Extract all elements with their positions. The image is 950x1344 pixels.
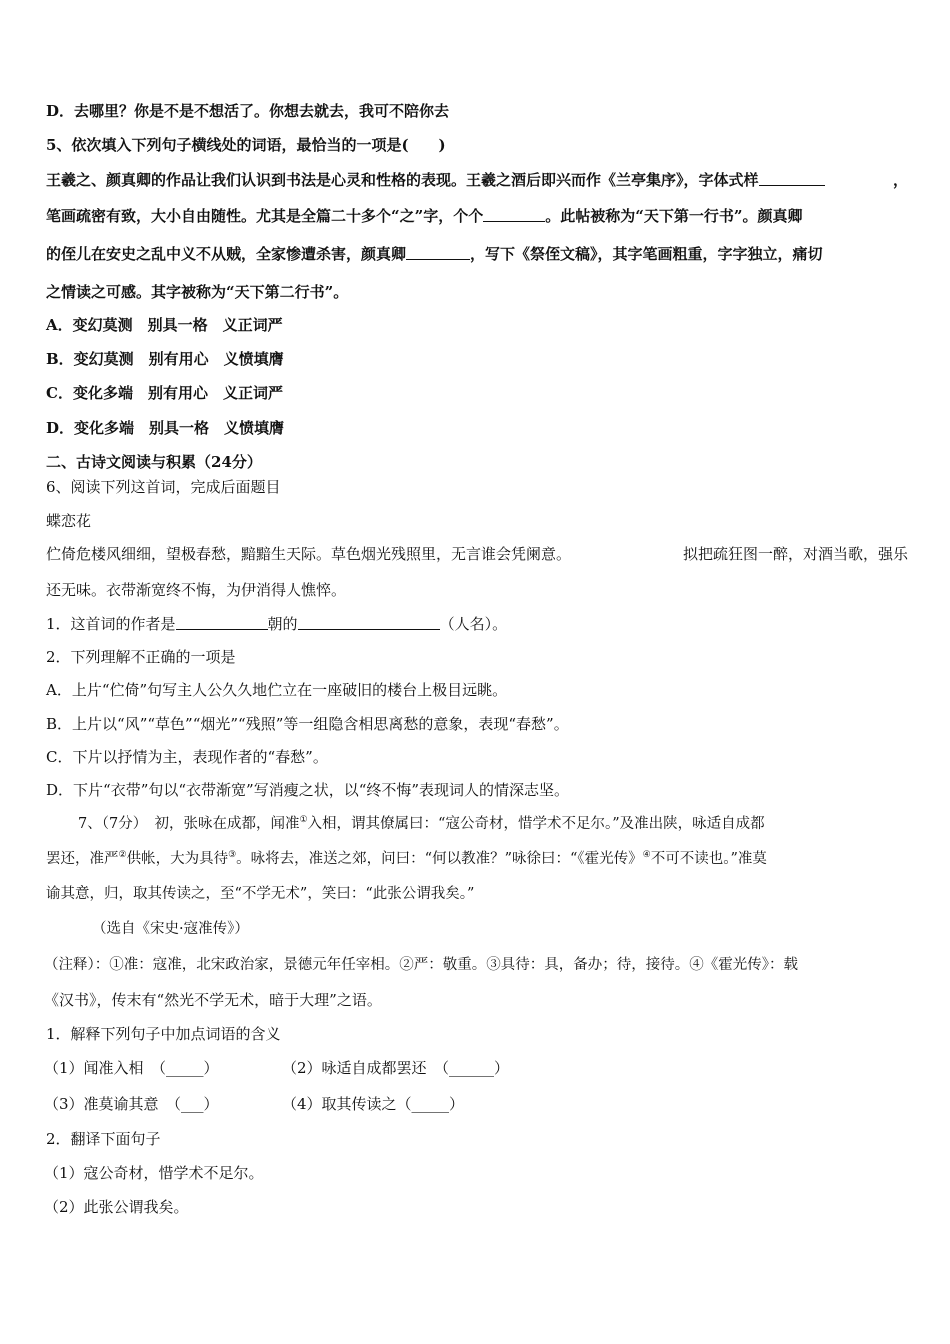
q6-sub2-option-b: B．上片以“风”“草色”“烟光”“残照”等一组隐含相思离愁的意象，表现“春愁”。 — [46, 715, 569, 733]
q7-notes-line2: 《汉书》，传末有“然光不学无术，暗于大理”之语。 — [44, 991, 382, 1009]
q5-option-b: B．变幻莫测 别有用心 义愤填膺 — [46, 350, 284, 368]
q5-option-c: C．变化多端 别有用心 义正词严 — [46, 384, 283, 402]
q7-item-3: （3）准莫谕其意 （___） — [44, 1095, 219, 1113]
q6-sub1-text: （人名）。 — [439, 615, 508, 633]
answer-blank — [298, 615, 440, 630]
q6-sub1 — [46, 614, 507, 634]
q7-passage-text: 入相，谓其僚属曰：“寇公奇材，惜学术不足尔。”及准出陕，咏适自成都 — [307, 816, 765, 832]
poem-text: 拟把疏狂图一醉，对酒当歌，强乐 — [682, 545, 908, 563]
q5-passage-text: 的侄儿在安史之乱中义不从贼，全家惨遭杀害，颜真卿 — [46, 245, 407, 263]
q7-item-1: （1）闻准入相 （_____） — [44, 1059, 219, 1077]
footnote-marker: ① — [299, 815, 308, 826]
q5-passage-text: 笔画疏密有致，大小自由随性。尤其是全篇二十多个“之”字，个个 — [46, 207, 484, 225]
q6-sub1-text: 1．这首词的作者是 — [46, 615, 176, 633]
q5-passage-text: ， — [892, 171, 908, 189]
q5-passage-line4: 之情读之可感。其字被称为“天下第二行书”。 — [46, 283, 349, 301]
q7-passage-line3: 谕其意，归，取其传读之，至“不学无术”，笑曰：“此张公谓我矣。” — [46, 886, 475, 902]
answer-blank — [176, 615, 268, 630]
answer-blank — [406, 245, 470, 260]
q7-passage-line2 — [46, 849, 767, 869]
footnote-marker: ② — [118, 850, 127, 861]
q7-passage-text: 7、（7分） 初，张咏在成都，闻准 — [78, 816, 300, 832]
q7-translate-2: （2）此张公谓我矣。 — [44, 1198, 189, 1216]
q6-stem: 6、阅读下列这首词，完成后面题目 — [46, 478, 281, 496]
q5-passage-line1 — [46, 170, 908, 190]
q7-source: （选自《宋史·寇准传》） — [92, 921, 249, 937]
q5-passage-line2 — [46, 206, 908, 226]
q6-sub2-stem: 2．下列理解不正确的一项是 — [46, 648, 236, 666]
section2-title: 二、古诗文阅读与积累（24分） — [46, 453, 262, 471]
q7-passage-text: 不可不读也。”准莫 — [650, 851, 767, 867]
footnote-marker: ④ — [642, 850, 651, 861]
q5-passage-line3 — [46, 244, 908, 264]
q7-notes-line1: （注释）：①准：寇准，北宋政治家，景德元年任宰相。②严：敬重。③具待：具，备办；待，接待。④《霍光传》：载 — [44, 957, 798, 973]
q7-passage-text: 。咏将去，准送之郊，问曰：“何以教准？”咏徐曰：“《霍光传》 — [236, 851, 643, 867]
footnote-marker: ③ — [228, 850, 237, 861]
q5-stem: 5、依次填入下列句子横线处的词语，最恰当的一项是( ) — [46, 136, 446, 154]
q5-passage-text: ，写下《祭侄文稿》，其字笔画粗重，字字独立，痛切 — [470, 245, 823, 263]
q5-option-d: D．变化多端 别具一格 义愤填膺 — [46, 419, 285, 437]
q6-sub1-text: 朝的 — [267, 615, 298, 633]
answer-blank — [759, 171, 825, 186]
poem-line1 — [46, 544, 908, 564]
poem-line2: 还无味。衣带渐宽终不悔，为伊消得人憔悴。 — [46, 581, 347, 599]
answer-blank — [483, 207, 545, 222]
q4-option-d: D．去哪里？你是不是不想活了。你想去就去，我可不陪你去 — [46, 102, 450, 120]
poem-title: 蝶恋花 — [46, 512, 92, 530]
q5-passage-text: 。此帖被称为“天下第一行书”。颜真卿 — [545, 207, 803, 225]
q7-passage-text: 罢还，准严 — [46, 851, 119, 867]
q6-sub2-option-c: C．下片以抒情为主，表现作者的“春愁”。 — [46, 748, 328, 766]
q5-option-a: A．变幻莫测 别具一格 义正词严 — [46, 316, 283, 334]
q7-passage-line1 — [78, 814, 906, 834]
q6-sub2-option-d: D．下片“衣带”句以“衣带渐宽”写消瘦之状，以“终不悔”表现词人的情深志坚。 — [46, 781, 570, 799]
q7-sub1-stem: 1．解释下列句子中加点词语的含义 — [46, 1025, 281, 1043]
q7-passage-text: 供帐，大为具待 — [126, 851, 229, 867]
q5-passage-text: 王羲之、颜真卿的作品让我们认识到书法是心灵和性格的表现。王羲之酒后即兴而作《兰亭集序》，字体式样 — [46, 171, 759, 189]
poem-text: 伫倚危楼风细细，望极春愁，黯黯生天际。草色烟光残照里，无言谁会凭阑意。 — [46, 545, 572, 563]
q7-translate-1: （1）寇公奇材，惜学术不足尔。 — [44, 1164, 264, 1182]
q7-item-4: （4）取其传读之（_____） — [282, 1095, 465, 1113]
q7-item-2: （2）咏适自成都罢还 （______） — [282, 1059, 510, 1077]
q7-sub2-stem: 2．翻译下面句子 — [46, 1130, 161, 1148]
q6-sub2-option-a: A．上片“伫倚”句写主人公久久地伫立在一座破旧的楼台上极目远眺。 — [46, 681, 508, 699]
